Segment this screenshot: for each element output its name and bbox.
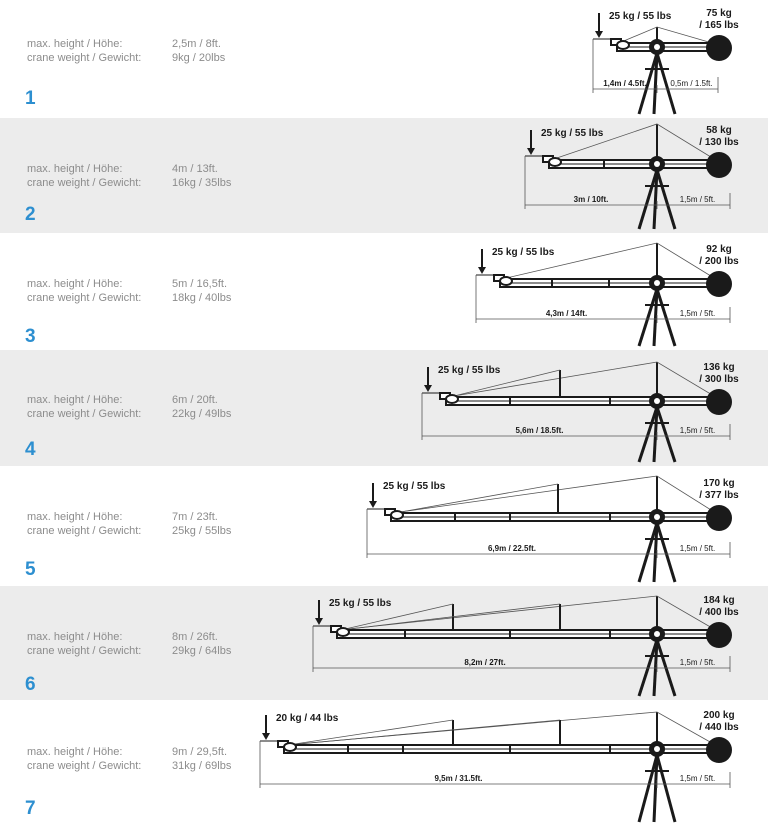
configuration-number: 5 — [25, 559, 36, 580]
crane-diagram — [0, 233, 768, 350]
load-arrowhead — [527, 148, 535, 155]
front-length-label: 8,2m / 27ft. — [464, 658, 506, 667]
load-label: 20 kg / 44 lbs — [276, 713, 339, 724]
rear-length-label: 1,5m / 5ft. — [679, 774, 716, 783]
crane-weight-label: crane weight / Gewicht: — [27, 292, 142, 304]
rear-length-label: 1,5m / 5ft. — [679, 544, 716, 553]
crane-beam — [500, 279, 719, 287]
tripod-leg — [657, 407, 675, 462]
front-length-label: 9,5m / 31.5ft. — [434, 774, 483, 783]
counterweight-lbs: / 300 lbs — [699, 374, 739, 385]
camera-plate — [337, 628, 349, 636]
crane-row-5 — [0, 466, 768, 586]
crane-row-7 — [0, 700, 768, 826]
crane-row-3 — [0, 233, 768, 350]
crane-weight-label: crane weight / Gewicht: — [27, 408, 142, 420]
counterweight-disc — [706, 152, 732, 178]
counterweight-lbs: / 130 lbs — [699, 137, 739, 148]
configuration-number: 1 — [25, 88, 36, 109]
load-label: 25 kg / 55 lbs — [492, 247, 555, 258]
counterweight-lbs: / 400 lbs — [699, 607, 739, 618]
load-arrowhead — [262, 733, 270, 740]
load-label: 25 kg / 55 lbs — [438, 365, 501, 376]
counterweight-disc — [706, 505, 732, 531]
max-height-label: max. height / Höhe: — [27, 163, 123, 175]
crane-weight-label: crane weight / Gewicht: — [27, 525, 142, 537]
guy-rope — [339, 596, 719, 632]
crane-diagram — [0, 118, 768, 233]
max-height-label: max. height / Höhe: — [27, 511, 123, 523]
crane-weight-label: crane weight / Gewicht: — [27, 645, 142, 657]
max-height-value: 6m / 20ft. — [172, 394, 218, 406]
counterweight-disc — [706, 271, 732, 297]
pivot-axle — [654, 280, 660, 286]
tripod-leg — [657, 523, 675, 582]
counterweight-kg: 92 kg — [706, 244, 732, 255]
load-arrowhead — [595, 31, 603, 38]
front-length-label: 6,9m / 22.5ft. — [487, 544, 537, 553]
crane-row-1 — [0, 0, 768, 118]
tripod-leg — [657, 170, 675, 229]
front-length-label: 4,3m / 14ft. — [545, 309, 588, 318]
front-length-label: 3m / 10ft. — [573, 195, 609, 204]
tripod-leg — [657, 289, 675, 346]
crane-diagram — [0, 586, 768, 700]
max-height-value: 4m / 13ft. — [172, 163, 218, 175]
crane-weight-label: crane weight / Gewicht: — [27, 177, 142, 189]
crane-weight-value: 22kg / 49lbs — [172, 408, 232, 420]
counterweight-lbs: / 440 lbs — [699, 722, 739, 733]
counterweight-lbs: / 377 lbs — [699, 490, 739, 501]
max-height-value: 9m / 29,5ft. — [172, 746, 228, 758]
counterweight-kg: 75 kg — [706, 8, 732, 19]
counterweight-lbs: / 200 lbs — [699, 256, 739, 267]
crane-row-6 — [0, 586, 768, 700]
counterweight-lbs: / 165 lbs — [699, 20, 739, 31]
crane-row-2 — [0, 118, 768, 233]
camera-plate — [391, 511, 403, 519]
counterweight-kg: 136 kg — [703, 362, 735, 373]
crane-beam — [617, 43, 719, 51]
max-height-label: max. height / Höhe: — [27, 38, 123, 50]
crane-weight-value: 16kg / 35lbs — [172, 177, 232, 189]
max-height-label: max. height / Höhe: — [27, 746, 123, 758]
configuration-number: 4 — [25, 439, 36, 460]
max-height-label: max. height / Höhe: — [27, 278, 123, 290]
counterweight-disc — [706, 35, 732, 61]
camera-plate — [500, 277, 512, 285]
load-label: 25 kg / 55 lbs — [383, 481, 446, 492]
crane-weight-value: 18kg / 40lbs — [172, 292, 232, 304]
max-height-value: 2,5m / 8ft. — [172, 38, 221, 50]
counterweight-kg: 58 kg — [706, 125, 732, 136]
counterweight-disc — [706, 389, 732, 415]
crane-beam — [549, 160, 719, 168]
tripod — [639, 170, 675, 229]
crane-weight-label: crane weight / Gewicht: — [27, 760, 142, 772]
rear-length-label: 1,5m / 5ft. — [679, 195, 716, 204]
crane-diagram — [0, 466, 768, 586]
counterweight-kg: 184 kg — [703, 595, 735, 606]
pivot-axle — [654, 631, 660, 637]
max-height-value: 5m / 16,5ft. — [172, 278, 228, 290]
configuration-number: 3 — [25, 326, 36, 347]
crane-weight-label: crane weight / Gewicht: — [27, 52, 142, 64]
crane-diagram — [0, 350, 768, 466]
crane-weight-value: 25kg / 55lbs — [172, 525, 232, 537]
counterweight-kg: 200 kg — [703, 710, 735, 721]
crane-weight-value: 9kg / 20lbs — [172, 52, 226, 64]
configuration-number: 7 — [25, 798, 36, 819]
rear-length-label: 1,5m / 5ft. — [679, 658, 716, 667]
crane-weight-value: 29kg / 64lbs — [172, 645, 232, 657]
crane-diagram — [0, 0, 768, 118]
load-arrowhead — [424, 385, 432, 392]
rear-length-label: 0,5m / 1.5ft. — [670, 79, 713, 88]
pivot-axle — [654, 44, 660, 50]
front-length-label: 1,4m / 4.5ft. — [603, 79, 647, 88]
configuration-number: 2 — [25, 204, 36, 225]
crane-weight-value: 31kg / 69lbs — [172, 760, 232, 772]
max-height-label: max. height / Höhe: — [27, 394, 123, 406]
max-height-value: 8m / 26ft. — [172, 631, 218, 643]
crane-beam — [446, 397, 719, 405]
load-label: 25 kg / 55 lbs — [609, 11, 672, 22]
camera-plate — [446, 395, 458, 403]
configuration-number: 6 — [25, 674, 36, 695]
crane-beam — [391, 513, 719, 521]
rear-length-label: 1,5m / 5ft. — [679, 309, 716, 318]
load-arrowhead — [478, 267, 486, 274]
camera-plate — [617, 41, 629, 49]
crane-diagram — [0, 700, 768, 826]
counterweight-disc — [706, 622, 732, 648]
camera-plate — [549, 158, 561, 166]
tripod-leg — [657, 755, 675, 822]
pivot-axle — [654, 514, 660, 520]
counterweight-kg: 170 kg — [703, 478, 735, 489]
load-label: 25 kg / 55 lbs — [329, 598, 392, 609]
front-length-label: 5,6m / 18.5ft. — [515, 426, 564, 435]
crane-row-4 — [0, 350, 768, 466]
load-arrowhead — [315, 618, 323, 625]
counterweight-disc — [706, 737, 732, 763]
pivot-axle — [654, 398, 660, 404]
pivot-axle — [654, 746, 660, 752]
pivot-axle — [654, 161, 660, 167]
load-label: 25 kg / 55 lbs — [541, 128, 604, 139]
max-height-value: 7m / 23ft. — [172, 511, 218, 523]
tripod — [639, 755, 675, 822]
camera-plate — [284, 743, 296, 751]
load-arrowhead — [369, 501, 377, 508]
max-height-label: max. height / Höhe: — [27, 631, 123, 643]
rear-length-label: 1,5m / 5ft. — [679, 426, 716, 435]
